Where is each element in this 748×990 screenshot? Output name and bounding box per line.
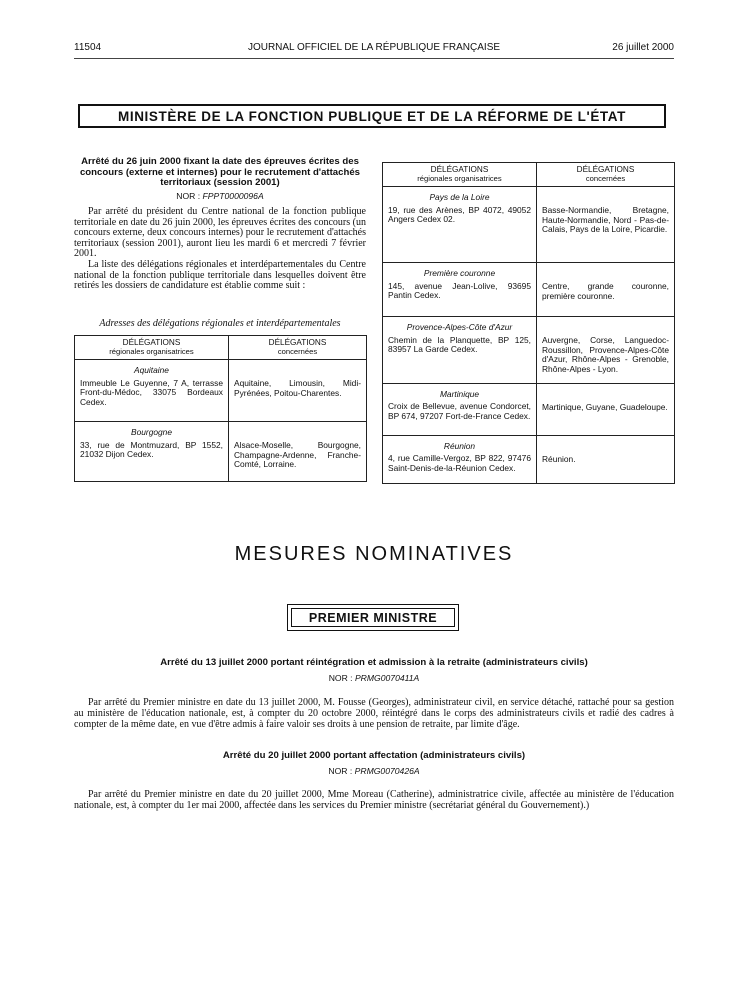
- arrete-title: Arrêté du 20 juillet 2000 portant affectation (administrateurs civils): [222, 750, 526, 761]
- region-address: Croix de Bellevue, avenue Condorcet, BP 674, 97207 Fort-de-France Cedex.: [388, 401, 531, 421]
- region-name: Martinique: [439, 388, 480, 399]
- nor-line: [74, 766, 674, 776]
- region-name: Provence-Alpes-Côte d'Azur: [406, 322, 513, 333]
- premier-ministre-label: PREMIER MINISTRE: [291, 608, 455, 627]
- table-row: [75, 360, 367, 422]
- nor-code: PRMG0070411A: [354, 673, 420, 683]
- arrete-paragraph: Par arrêté du Premier ministre en date du 13 juillet 2000, M. Fousse (Georges), administrateur civil, en service détaché, rattaché pour sa gestion au ministère de l'éducation nationale, est, à compter du 20 octobre 2000, réintégré dans le corps des administrateurs civils et radié des cadres à compter de la même date, en vue d'être admis à faire valoir ses droits à une pension de retraite, par limite d'âge.: [74, 697, 674, 730]
- region-name: Première couronne: [423, 268, 496, 279]
- premier-ministre-box: [287, 604, 459, 631]
- table-caption: Adresses des délégations régionales et interdépartementales: [99, 318, 341, 329]
- region-address: Immeuble Le Guyenne, 7 A, terrasse Front-du-Médoc, 33075 Bordeaux Cedex.: [80, 377, 223, 407]
- page-number: 11504: [74, 42, 102, 53]
- concerned-cell: Réunion.: [537, 435, 675, 483]
- region-cell: [383, 317, 537, 383]
- region-address: 33, rue de Montmuzard, BP 1552, 21032 Dijon Cedex.: [80, 439, 223, 460]
- col-header-concerned-line1: DÉLÉGATIONS: [576, 165, 635, 174]
- concerned-cell: Alsace-Moselle, Bourgogne, Champagne-Ardenne, Franche-Comté, Lorraine.: [229, 422, 367, 482]
- table-row: [383, 187, 675, 263]
- table-row: [383, 263, 675, 317]
- nor-line: [74, 191, 366, 201]
- concerned-cell: Auvergne, Corse, Languedoc-Roussillon, Provence-Alpes-Côte d'Azur, Rhône-Alpes - Grenoble, Rhône-Alpes - Lyon.: [537, 317, 675, 383]
- table-row: [75, 422, 367, 482]
- region-name: Réunion: [443, 440, 476, 451]
- concerned-cell: Aquitaine, Limousin, Midi-Pyrénées, Poitou-Charentes.: [229, 360, 367, 422]
- arrete-title: Arrêté du 26 juin 2000 fixant la date des épreuves écrites des concours (externe et internes) pour le recrutement d'attachés territoriaux (session 2001): [79, 156, 361, 188]
- arrete-paragraph: Par arrêté du Premier ministre en date du 20 juillet 2000, Mme Moreau (Catherine), administratrice civile, affectée au ministère de l'éducation nationale, est, à compter du 1er mai 2000, affectée dans les services du Premier ministre (secrétariat général du Gouvernement).): [74, 789, 674, 811]
- ministry-banner: MINISTÈRE DE LA FONCTION PUBLIQUE ET DE LA RÉFORME DE L'ÉTAT: [78, 104, 666, 128]
- col-header-concerned-line1: DÉLÉGATIONS: [268, 338, 327, 347]
- nor-code: PRMG0070426A: [354, 766, 420, 776]
- arrete-paragraph-2: La liste des délégations régionales et interdépartementales du Centre national de la fonction publique territoriale dans lesquelles doivent être retirés les dossiers de candidature est établie comme suit :: [74, 259, 366, 292]
- delegations-table-right: [382, 162, 675, 484]
- col-header-concerned-line2: concernées: [277, 346, 318, 356]
- col-header-concerned-line2: concernées: [585, 173, 626, 183]
- region-address: 19, rue des Arènes, BP 4072, 49052 Angers Cedex 02.: [388, 204, 531, 225]
- col-header-regions-line1: DÉLÉGATIONS: [122, 338, 181, 347]
- nor-label: NOR :: [328, 673, 353, 683]
- region-cell: [383, 187, 537, 263]
- delegations-table-left: [74, 335, 367, 482]
- col-header-concerned: [537, 163, 675, 187]
- region-cell: [75, 422, 229, 482]
- concerned-cell: Centre, grande couronne, première couronne.: [537, 263, 675, 317]
- region-address: 145, avenue Jean-Lolive, 93695 Pantin Cedex.: [388, 280, 531, 301]
- table-row: [383, 383, 675, 435]
- region-address: Chemin de la Planquette, BP 125, 83957 La Garde Cedex.: [388, 334, 531, 355]
- nor-line: [74, 673, 674, 683]
- concerned-cell: Basse-Normandie, Bretagne, Haute-Normandie, Nord - Pas-de-Calais, Pays de la Loire, Picardie.: [537, 187, 675, 263]
- region-cell: [383, 383, 537, 435]
- region-cell: [75, 360, 229, 422]
- region-cell: [383, 263, 537, 317]
- region-name: Pays de la Loire: [429, 192, 490, 203]
- region-name: Aquitaine: [134, 365, 169, 376]
- arrete-paragraph-1: Par arrêté du président du Centre national de la fonction publique territoriale en date du 26 juin 2000, les épreuves écrites des concours (un concours externe, deux concours internes) pour le recrutement d'attachés territoriaux (session 2001), auront lieu les mardi 6 et mercredi 7 février 2001.: [74, 206, 366, 260]
- col-header-regions: [75, 336, 229, 360]
- col-header-regions-line1: DÉLÉGATIONS: [430, 165, 489, 174]
- header-rule: [74, 58, 674, 59]
- region-cell: [383, 435, 537, 483]
- region-address: 4, rue Camille-Vergoz, BP 822, 97476 Saint-Denis-de-la-Réunion Cedex.: [388, 453, 531, 473]
- col-header-regions: [383, 163, 537, 187]
- journal-title: JOURNAL OFFICIEL DE LA RÉPUBLIQUE FRANÇAISE: [247, 42, 501, 53]
- issue-date: 26 juillet 2000: [612, 42, 674, 53]
- nor-label: NOR :: [176, 191, 201, 201]
- col-header-regions-line2: régionales organisatrices: [417, 173, 502, 183]
- section-title: MESURES NOMINATIVES: [234, 543, 514, 565]
- table-row: [383, 317, 675, 383]
- nor-code: FPPT0000096A: [202, 191, 264, 201]
- concerned-cell: Martinique, Guyane, Guadeloupe.: [537, 383, 675, 435]
- col-header-concerned: [229, 336, 367, 360]
- col-header-regions-line2: régionales organisatrices: [109, 346, 194, 356]
- nor-label: NOR :: [328, 766, 353, 776]
- arrete-title: Arrêté du 13 juillet 2000 portant réintégration et admission à la retraite (administrateurs civils): [160, 657, 588, 668]
- table-row: [383, 435, 675, 483]
- region-name: Bourgogne: [131, 427, 172, 438]
